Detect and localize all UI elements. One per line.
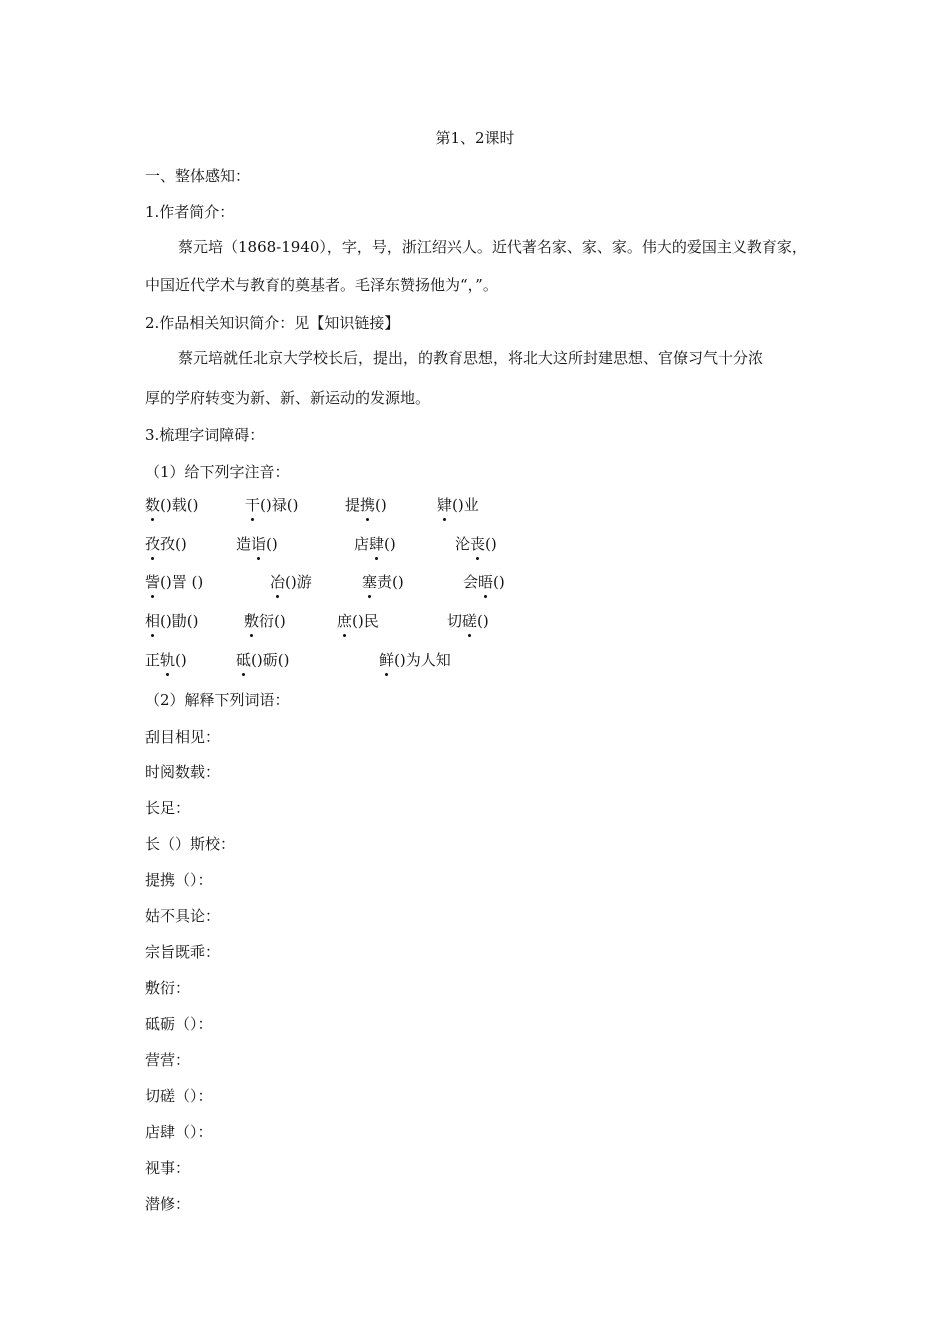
dotted-char: 晤 bbox=[478, 573, 494, 591]
term-item: 提携（）： bbox=[145, 871, 213, 889]
work-heading: 2.作品相关知识简介：见【知识链接】 bbox=[145, 314, 400, 332]
term-item: 潜修： bbox=[145, 1195, 191, 1213]
author-heading: 1.作者简介： bbox=[145, 203, 235, 221]
pinyin-item: 相()勖() bbox=[145, 612, 199, 630]
pinyin-item: 干()禄() bbox=[245, 496, 299, 514]
pinyin-item: 切磋() bbox=[447, 612, 489, 630]
term-item: 砥砺（）： bbox=[145, 1015, 213, 1033]
pinyin-heading: （1）给下列字注音： bbox=[145, 463, 290, 481]
explain-heading: （2）解释下列词语： bbox=[145, 691, 290, 709]
term-item: 长（）斯校： bbox=[145, 835, 236, 853]
work-paragraph-line-1: 蔡元培就任北京大学校长后，提出，的教育思想，将北大这所封建思想、官僚习气十分浓 bbox=[178, 349, 764, 367]
pinyin-item: 庶()民 bbox=[337, 612, 379, 630]
author-paragraph-line-2: 中国近代学术与教育的奠基者。毛泽东赞扬他为“，”。 bbox=[145, 276, 498, 294]
term-item: 敷衍： bbox=[145, 979, 191, 997]
pinyin-item: 冶()游 bbox=[270, 573, 312, 591]
term-item: 长足： bbox=[145, 799, 191, 817]
author-paragraph-line-1: 蔡元培（1868-1940），字，号，浙江绍兴人。近代著名家、家、家。伟大的爱国主义教育家， bbox=[178, 238, 807, 256]
page-title: 第1、2课时 bbox=[435, 129, 515, 147]
term-item: 切磋（）： bbox=[145, 1087, 213, 1105]
pinyin-item: 提携() bbox=[345, 496, 387, 514]
term-item: 视事： bbox=[145, 1159, 191, 1177]
dotted-char: 肆 bbox=[369, 535, 385, 553]
dotted-char: 磋 bbox=[462, 612, 478, 630]
pinyin-item: 沦丧() bbox=[455, 535, 497, 553]
dotted-char: 敷 bbox=[244, 612, 260, 630]
pinyin-item: 正轨() bbox=[145, 651, 187, 669]
pinyin-item: 鲜()为人知 bbox=[379, 651, 451, 669]
vocab-heading: 3.梳理字词障碍： bbox=[145, 426, 265, 444]
dotted-char: 訾 bbox=[145, 573, 161, 591]
dotted-char: 轨 bbox=[160, 651, 176, 669]
section-heading-overview: 一、整体感知： bbox=[145, 167, 251, 185]
pinyin-item: 造诣() bbox=[236, 535, 278, 553]
dotted-char: 数 bbox=[145, 496, 161, 514]
dotted-char: 塞 bbox=[362, 573, 378, 591]
term-item: 营营： bbox=[145, 1051, 191, 1069]
term-item: 店肆（）： bbox=[145, 1123, 213, 1141]
pinyin-item: 会晤() bbox=[463, 573, 505, 591]
term-item: 宗旨既乖： bbox=[145, 943, 221, 961]
dotted-char: 肄 bbox=[437, 496, 453, 514]
dotted-char: 相 bbox=[145, 612, 161, 630]
term-item: 刮目相见： bbox=[145, 728, 221, 746]
dotted-char: 携 bbox=[360, 496, 376, 514]
dotted-char: 干 bbox=[245, 496, 261, 514]
dotted-char: 诣 bbox=[251, 535, 267, 553]
pinyin-item: 店肆() bbox=[354, 535, 396, 553]
pinyin-item: 孜孜() bbox=[145, 535, 187, 553]
dotted-char: 庶 bbox=[337, 612, 353, 630]
term-item: 姑不具论： bbox=[145, 907, 221, 925]
pinyin-item: 訾()詈 () bbox=[145, 573, 204, 591]
dotted-char: 鲜 bbox=[379, 651, 395, 669]
term-item: 时阅数载： bbox=[145, 763, 221, 781]
pinyin-item: 砥()砺() bbox=[236, 651, 290, 669]
work-paragraph-line-2: 厚的学府转变为新、新、新运动的发源地。 bbox=[145, 389, 431, 407]
pinyin-item: 敷衍() bbox=[244, 612, 286, 630]
pinyin-item: 肄()业 bbox=[437, 496, 479, 514]
pinyin-item: 塞责() bbox=[362, 573, 404, 591]
dotted-char: 砥 bbox=[236, 651, 252, 669]
pinyin-item: 数()载() bbox=[145, 496, 199, 514]
dotted-char: 丧 bbox=[470, 535, 486, 553]
dotted-char: 冶 bbox=[270, 573, 286, 591]
dotted-char: 孜 bbox=[145, 535, 161, 553]
